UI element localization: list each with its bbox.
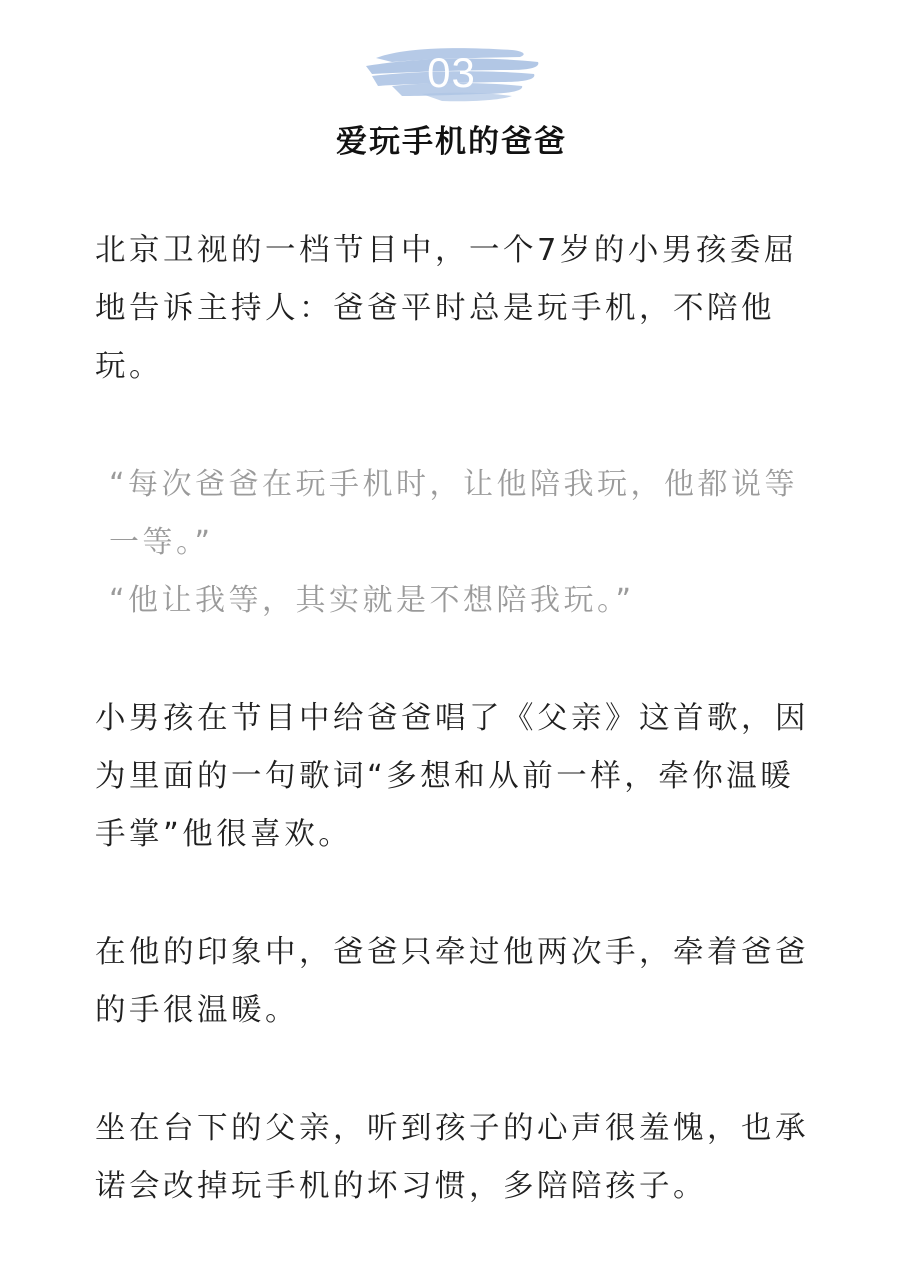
article-body	[95, 222, 811, 1276]
section-number-badge	[362, 40, 542, 106]
quote-block	[95, 456, 811, 630]
section-header	[0, 40, 903, 161]
paragraph-intro: 北京卫视的一档节目中，一个7岁的小男孩委屈地告诉主持人：爸爸平时总是玩手机，不陪他玩。	[95, 233, 798, 384]
section-number: 03	[427, 49, 476, 96]
quote-line: “每次爸爸在玩手机时，让他陪我玩，他都说等一等。”	[109, 467, 799, 560]
section-title: 爱玩手机的爸爸	[336, 124, 567, 160]
quote-line: “他让我等，其实就是不想陪我玩。”	[109, 583, 635, 618]
paragraph-promise: 坐在台下的父亲，听到孩子的心声很羞愧，也承诺会改掉玩手机的坏习惯，多陪陪孩子。	[95, 1111, 809, 1204]
paragraph-memory: 在他的印象中，爸爸只牵过他两次手，牵着爸爸的手很温暖。	[95, 935, 809, 1028]
paragraph-song: 小男孩在节目中给爸爸唱了《父亲》这首歌，因为里面的一句歌词“多想和从前一样，牵你温暖手掌”他很喜欢。	[95, 701, 809, 852]
